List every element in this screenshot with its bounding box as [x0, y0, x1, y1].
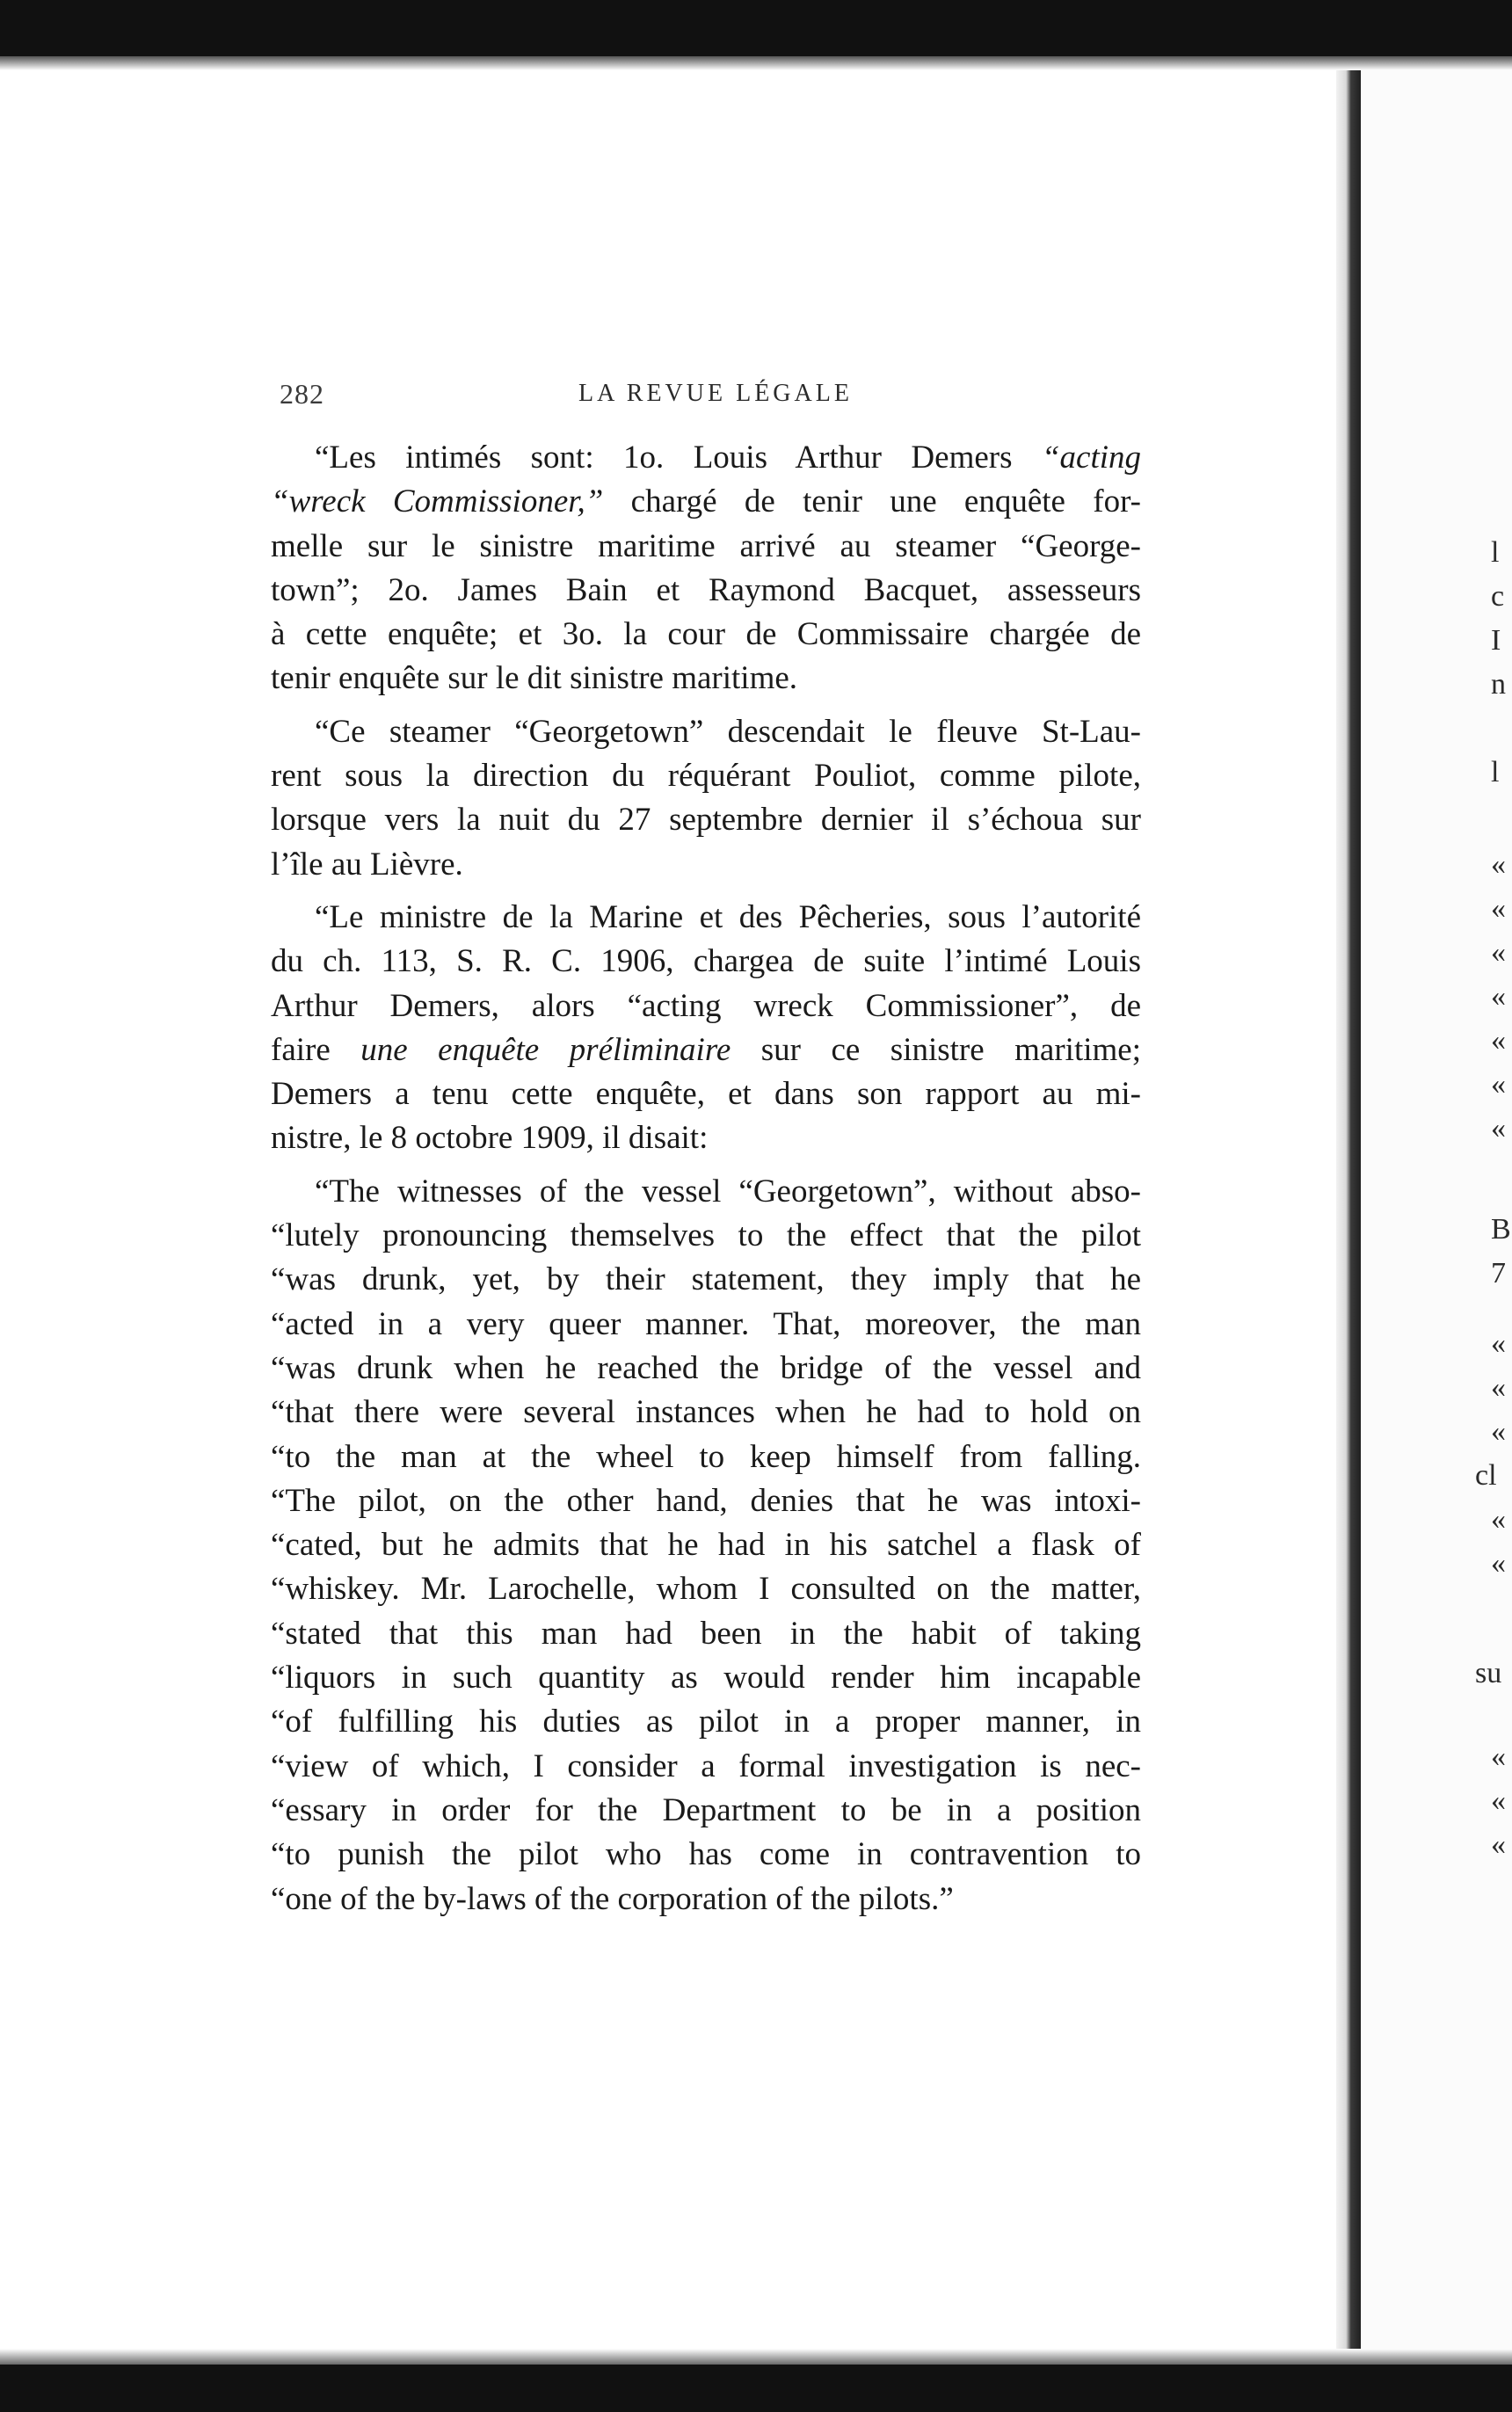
text-line	[271, 1347, 1141, 1391]
text-run: “lutely pronouncing themselves to the effect that the pilot	[271, 1217, 1141, 1254]
book-page	[271, 378, 1141, 1930]
text-run: “of fulfilling his duties as pilot in a proper manner, in	[271, 1704, 1141, 1740]
facing-page-fragment: «	[1491, 1547, 1506, 1580]
text-line	[271, 1214, 1141, 1258]
text-line	[271, 613, 1141, 657]
facing-page-fragment: «	[1491, 1503, 1506, 1536]
text-run: “one of the by-laws of the corporation of the pilots.”	[271, 1880, 954, 1917]
page-number: 282	[280, 378, 324, 410]
text-run: “cated, but he admits that he had in his satchel a flask of	[271, 1527, 1141, 1564]
text-line	[271, 1170, 1141, 1214]
running-head	[271, 378, 1141, 415]
text-run: faire	[271, 1031, 361, 1068]
facing-page-fragment: cl	[1475, 1459, 1497, 1492]
text-line	[271, 436, 1141, 480]
text-line	[271, 1700, 1141, 1744]
facing-page-fragment: B	[1491, 1213, 1511, 1246]
text-line	[271, 1116, 1141, 1160]
text-line	[271, 1612, 1141, 1656]
facing-page-fragment: «	[1491, 892, 1506, 925]
text-run: town”; 2o. James Bain et Raymond Bacquet, assesseurs	[271, 571, 1141, 608]
text-run: Arthur Demers, alors “acting wreck Commissioner”, de	[271, 987, 1141, 1024]
text-line	[271, 1745, 1141, 1789]
text-line	[271, 1567, 1141, 1611]
text-line	[271, 525, 1141, 569]
text-run: tenir enquête sur le dit sinistre maritime.	[271, 660, 798, 697]
text-line	[271, 657, 1141, 701]
text-run: “was drunk, yet, by their statement, they imply that he	[271, 1261, 1141, 1298]
facing-page-edge	[1361, 70, 1512, 2349]
text-run: lorsque vers la nuit du 27 septembre dernier il s’échoua sur	[271, 802, 1141, 839]
text-line	[271, 1391, 1141, 1435]
text-line	[271, 940, 1141, 984]
facing-page-fragment: su	[1475, 1657, 1502, 1689]
text-run: “view of which, I consider a formal investigation is nec-	[271, 1747, 1141, 1784]
text-run: “The pilot, on the other hand, denies that he was intoxi-	[271, 1482, 1141, 1519]
text-line	[271, 1656, 1141, 1700]
text-line	[271, 843, 1141, 887]
facing-page-fragment: c	[1491, 580, 1505, 613]
text-line	[271, 1789, 1141, 1833]
text-run: l’île au Lièvre.	[271, 846, 463, 883]
paragraph	[271, 436, 1141, 701]
text-run: sur ce sinistre maritime;	[731, 1031, 1141, 1068]
text-run: “to punish the pilot who has come in contravention to	[271, 1836, 1141, 1873]
italic-text-run: une enquête préliminaire	[360, 1031, 731, 1068]
text-run: “acted in a very queer manner. That, moreover, the man	[271, 1305, 1141, 1342]
facing-page-fragment: «	[1491, 848, 1506, 881]
paragraph	[271, 896, 1141, 1161]
text-run: “stated that this man had been in the habit of taking	[271, 1615, 1141, 1652]
text-run: du ch. 113, S. R. C. 1906, chargea de suite l’intimé Louis	[271, 943, 1141, 980]
paragraph	[271, 710, 1141, 887]
text-line	[271, 1833, 1141, 1877]
facing-page-fragment: l	[1491, 536, 1500, 569]
text-line	[271, 1878, 1141, 1922]
facing-page-fragment: «	[1491, 1112, 1506, 1144]
body-text	[271, 436, 1141, 1922]
text-line	[271, 1072, 1141, 1116]
facing-page-fragment: «	[1491, 936, 1506, 969]
text-run: “Les intimés sont: 1o. Louis Arthur Demers	[315, 440, 1042, 476]
text-line	[271, 798, 1141, 842]
facing-page-fragment: I	[1491, 624, 1501, 657]
text-run: “that there were several instances when he had to hold on	[271, 1394, 1141, 1431]
text-line	[271, 1258, 1141, 1302]
paragraph	[271, 1170, 1141, 1922]
text-line	[271, 569, 1141, 613]
book-gutter	[1336, 70, 1361, 2349]
facing-page-fragment: «	[1491, 1327, 1506, 1360]
scan-top-shadow	[0, 56, 1512, 70]
facing-page-fragment: «	[1491, 1371, 1506, 1404]
facing-page-fragment: «	[1491, 1068, 1506, 1101]
scan-bottom-border	[0, 2365, 1512, 2412]
scan-bottom-shadow	[0, 2349, 1512, 2365]
text-run: “Le ministre de la Marine et des Pêcheries, sous l’autorité	[315, 898, 1141, 935]
text-run: “whiskey. Mr. Larochelle, whom I consulted on the matter,	[271, 1571, 1141, 1608]
facing-page-fragment: 7	[1491, 1257, 1506, 1290]
text-run: “liquors in such quantity as would render him incapable	[271, 1660, 1141, 1696]
text-line	[271, 1479, 1141, 1523]
text-run: nistre, le 8 octobre 1909, il disait:	[271, 1120, 709, 1157]
text-line	[271, 896, 1141, 940]
facing-page-fragment: «	[1491, 1415, 1506, 1448]
facing-page-fragment: «	[1491, 980, 1506, 1013]
scan-top-border	[0, 0, 1512, 56]
facing-page-fragment: «	[1491, 1740, 1506, 1773]
text-run: à cette enquête; et 3o. la cour de Commissaire chargée de	[271, 616, 1141, 653]
text-line	[271, 480, 1141, 524]
text-line	[271, 710, 1141, 754]
text-line	[271, 1303, 1141, 1347]
italic-text-run: “wreck Commissioner,”	[271, 483, 604, 520]
facing-page-fragment: «	[1491, 1828, 1506, 1861]
text-run: Demers a tenu cette enquête, et dans son rapport au mi-	[271, 1076, 1141, 1113]
text-run: rent sous la direction du réquérant Pouliot, comme pilote,	[271, 758, 1141, 795]
facing-page-fragment: «	[1491, 1024, 1506, 1057]
text-run: “was drunk when he reached the bridge of the vessel and	[271, 1349, 1141, 1386]
text-run: “Ce steamer “Georgetown” descendait le fleuve St-Lau-	[315, 713, 1141, 750]
text-line	[271, 754, 1141, 798]
facing-page-fragment: n	[1491, 668, 1506, 701]
facing-page-fragment: l	[1491, 756, 1500, 788]
text-run: “essary in order for the Department to be in a position	[271, 1791, 1141, 1828]
journal-title: LA REVUE LÉGALE	[578, 380, 853, 407]
text-run: “The witnesses of the vessel “Georgetown”, without abso-	[315, 1173, 1141, 1210]
text-line	[271, 1435, 1141, 1479]
text-line	[271, 984, 1141, 1028]
text-line	[271, 1028, 1141, 1072]
text-run: melle sur le sinistre maritime arrivé au steamer “George-	[271, 527, 1141, 564]
text-line	[271, 1523, 1141, 1567]
italic-text-run: “acting	[1041, 440, 1141, 476]
facing-page-fragment: «	[1491, 1784, 1506, 1817]
text-run: chargé de tenir une enquête for-	[603, 483, 1141, 520]
text-run: “to the man at the wheel to keep himself from falling.	[271, 1438, 1141, 1475]
